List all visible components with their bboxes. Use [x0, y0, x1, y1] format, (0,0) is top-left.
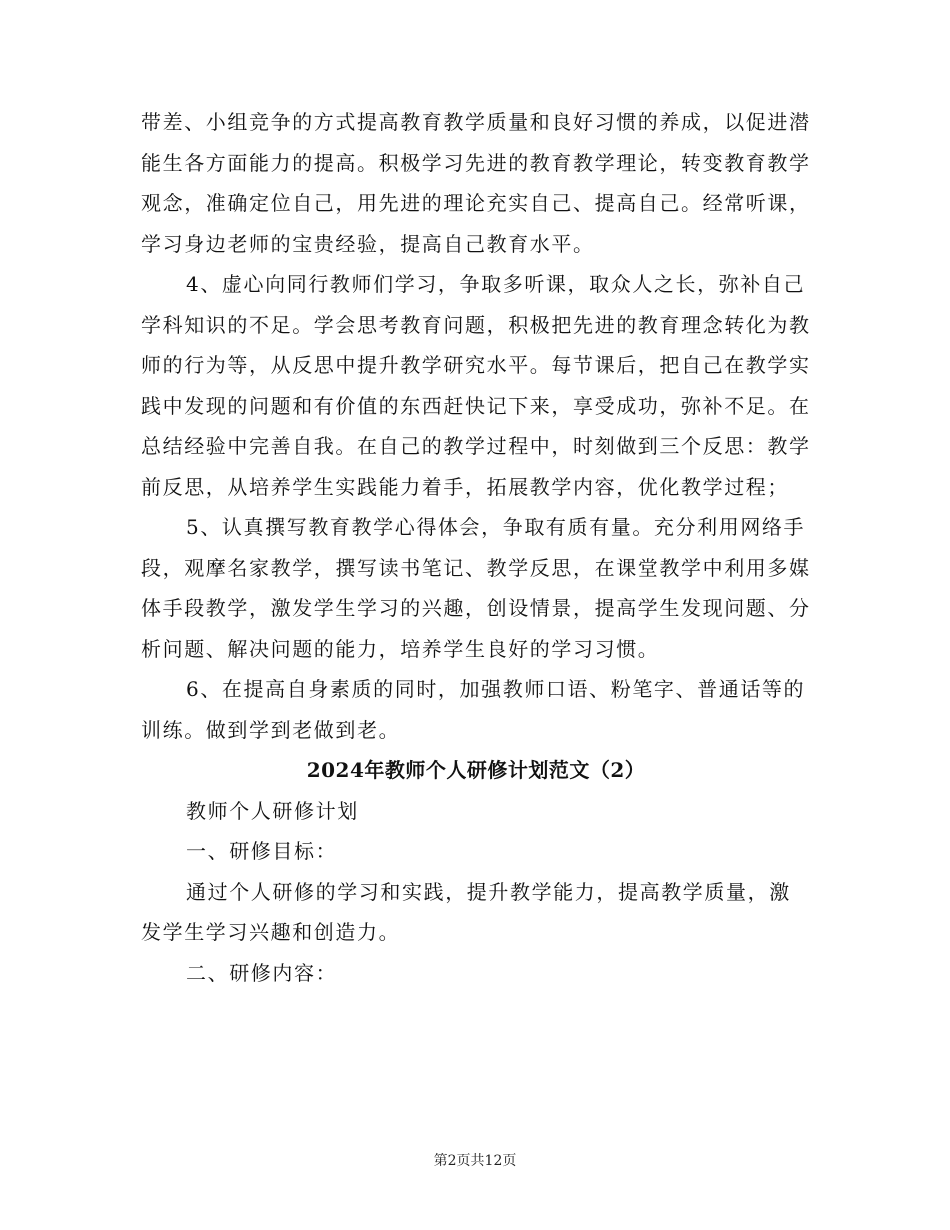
paragraph-item-4: 4、虚心向同行教师们学习，争取多听课，取众人之长，弥补自己学科知识的不足。学会思考教育问题，积极把先进的教育理念转化为教师的行为等，从反思中提升教学研究水平。每节课后，把自己在教学实践中发现的问题和有价值的东西赶快记下来，享受成功，弥补不足。在总结经验中完善自我。在自己的教学过程中，时刻做到三个反思：教学前反思，从培养学生实践能力着手，拓展教学内容，优化教学过程； [141, 272, 811, 499]
paragraph-continuation: 带差、小组竞争的方式提高教育教学质量和良好习惯的养成，以促进潜能生各方面能力的提高。积极学习先进的教育教学理论，转变教育教学观念，准确定位自己，用先进的理论充实自己、提高自己。经常听课，学习身边老师的宝贵经验，提高自己教育水平。 [141, 110, 811, 256]
heading-research-content: 二、研修内容： [186, 960, 338, 985]
heading-research-goals: 一、研修目标： [186, 839, 338, 863]
page-number-footer: 第2页共12页 [433, 1153, 517, 1169]
document-body [141, 102, 811, 993]
paragraph-item-5: 5、认真撰写教育教学心得体会，争取有质有量。充分利用网络手段，观摩名家教学，撰写读书笔记、教学反思，在课堂教学中利用多媒体手段教学，激发学生学习的兴趣，创设情景，提高学生发现问题、分析问题、解决问题的能力，培养学生良好的学习习惯。 [141, 515, 811, 661]
plan-heading: 教师个人研修计划 [186, 798, 359, 823]
paragraph-item-6: 6、在提高自身素质的同时，加强教师口语、粉笔字、普通话等的训练。做到学到老做到老。 [141, 677, 806, 742]
paragraph-research-goals: 通过个人研修的学习和实践，提升教学能力，提高教学质量，激发学生学习兴趣和创造力。 [141, 879, 791, 944]
section-title: 2024年教师个人研修计划范文（2） [306, 758, 646, 782]
